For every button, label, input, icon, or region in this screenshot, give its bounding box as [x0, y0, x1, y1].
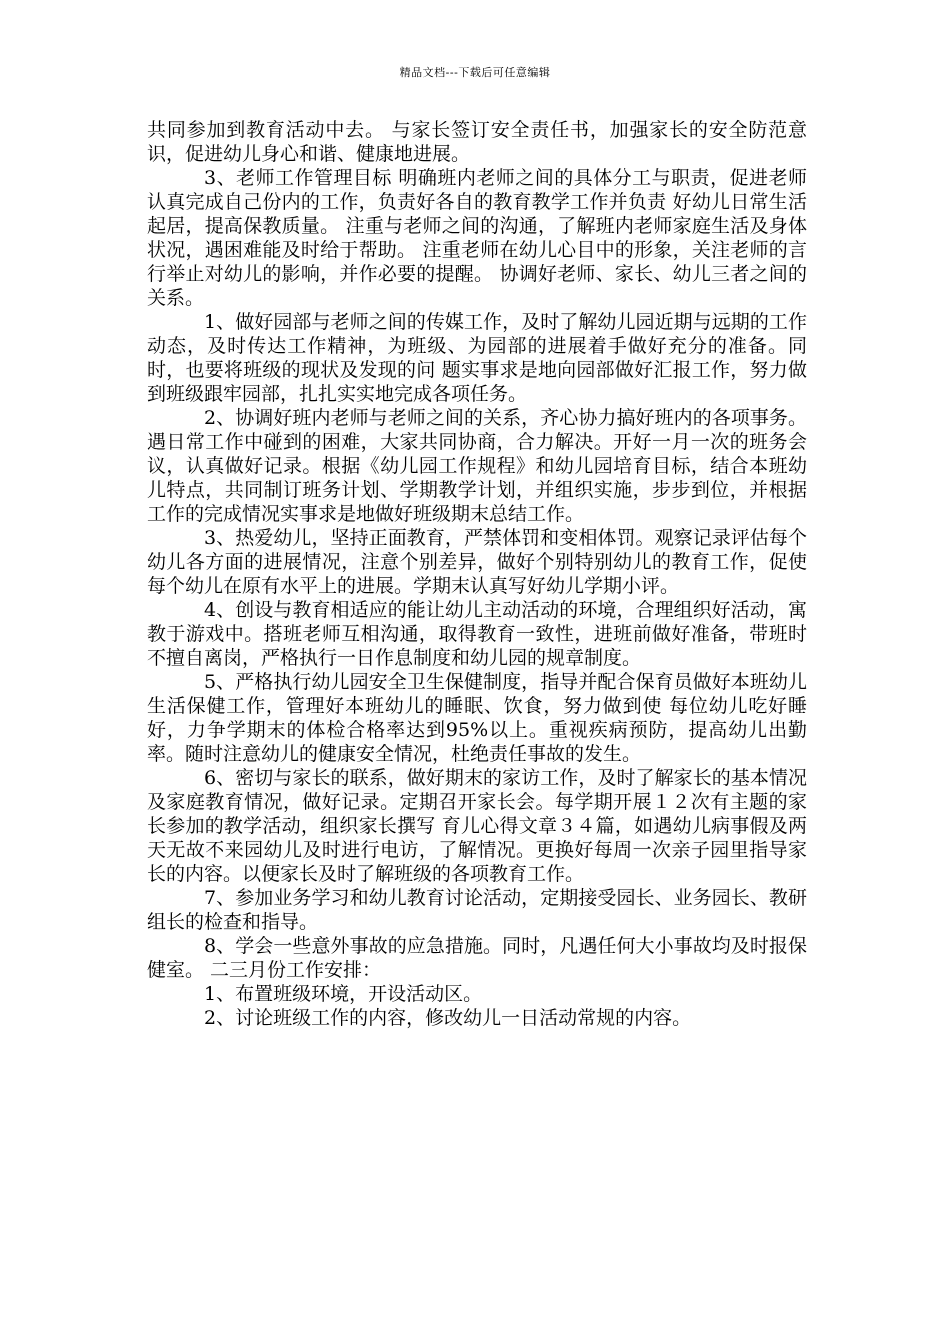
paragraph-schedule-item-1: 1、布置班级环境，开设活动区。 — [204, 983, 483, 1005]
paragraph-item-3: 3、热爱幼儿，坚持正面教育，严禁体罚和变相体罚。观察记录评估每个幼儿各方面的进展情况，注意个别差异，做好个别特别幼儿的教育工作，促使每个幼儿在原有水平上的进展。学期末认真写好幼儿学期小评。 — [147, 527, 807, 597]
paragraph-item-8: 8、学会一些意外事故的应急措施。同时，凡遇任何大小事故均及时报保健室。 二三月份工作安排： — [147, 935, 807, 981]
paragraph-item-5: 5、严格执行幼儿园安全卫生保健制度，指导并配合保育员做好本班幼儿生活保健工作，管理好本班幼儿的睡眠、饮食，努力做到使 每位幼儿吃好睡好，力争学期末的体检合格率达到95%以上。重视疾病预防，提高幼儿出勤率。随时注意幼儿的健康安全情况，杜绝责任事故的发生。 — [147, 671, 807, 765]
paragraph-item-4: 4、创设与教育相适应的能让幼儿主动活动的环境，合理组织好活动，寓教于游戏中。搭班老师互相沟通，取得教育一致性，进班前做好准备，带班时不擅自离岗，严格执行一日作息制度和幼儿园的规章制度。 — [147, 599, 807, 669]
paragraph-item-1: 1、做好园部与老师之间的传媒工作，及时了解幼儿园近期与远期的工作动态，及时传达工作精神，为班级、为园部的进展着手做好充分的准备。同时，也要将班级的现状及发现的问 题实事求是地向园部做好汇报工作，努力做到班级跟牢园部，扎扎实实地完成各项任务。 — [147, 311, 807, 405]
paragraph-item-6: 6、密切与家长的联系，做好期末的家访工作，及时了解家长的基本情况及家庭教育情况，做好记录。定期召开家长会。每学期开展１２次有主题的家长参加的教学活动，组织家长撰写 育儿心得文章３４篇，如遇幼儿病事假及两天无故不来园幼儿及时进行电访，了解情况。更换好每周一次亲子园里指导家长的内容。以便家长及时了解班级的各项教育工作。 — [147, 767, 807, 885]
paragraph-continuation: 共同参加到教育活动中去。 与家长签订安全责任书，加强家长的安全防范意识，促进幼儿身心和谐、健康地进展。 — [147, 119, 807, 165]
paragraph-item-2: 2、协调好班内老师与老师之间的关系，齐心协力搞好班内的各项事务。遇日常工作中碰到的困难，大家共同协商，合力解决。开好一月一次的班务会议，认真做好记录。根据《幼儿园工作规程》和幼儿园培育目标，结合本班幼儿特点，共同制订班务计划、学期教学计划，并组织实施，步步到位，并根据工作的完成情况实事求是地做好班级期末总结工作。 — [147, 407, 807, 525]
paragraph-item-7: 7、参加业务学习和幼儿教育讨论活动，定期接受园长、业务园长、教研组长的检查和指导。 — [147, 887, 807, 933]
document-body — [147, 118, 807, 1030]
paragraph-teacher-management-goal: 3、老师工作管理目标 明确班内老师之间的具体分工与职责，促进老师认真完成自己份内的工作，负责好各自的教育教学工作并负责 好幼儿日常生活起居，提高保教质量。 注重与老师之间的沟通，了解班内老师家庭生活及身体状况，遇困难能及时给于帮助。 注重老师在幼儿心目中的形象，关注老师的言行举止对幼儿的影响，并作必要的提醒。 协调好老师、家长、幼儿三者之间的关系。 — [147, 167, 807, 309]
page-header: 精品文档---下载后可任意编辑 — [399, 66, 551, 79]
paragraph-schedule-item-2: 2、讨论班级工作的内容，修改幼儿一日活动常规的内容。 — [204, 1007, 692, 1029]
